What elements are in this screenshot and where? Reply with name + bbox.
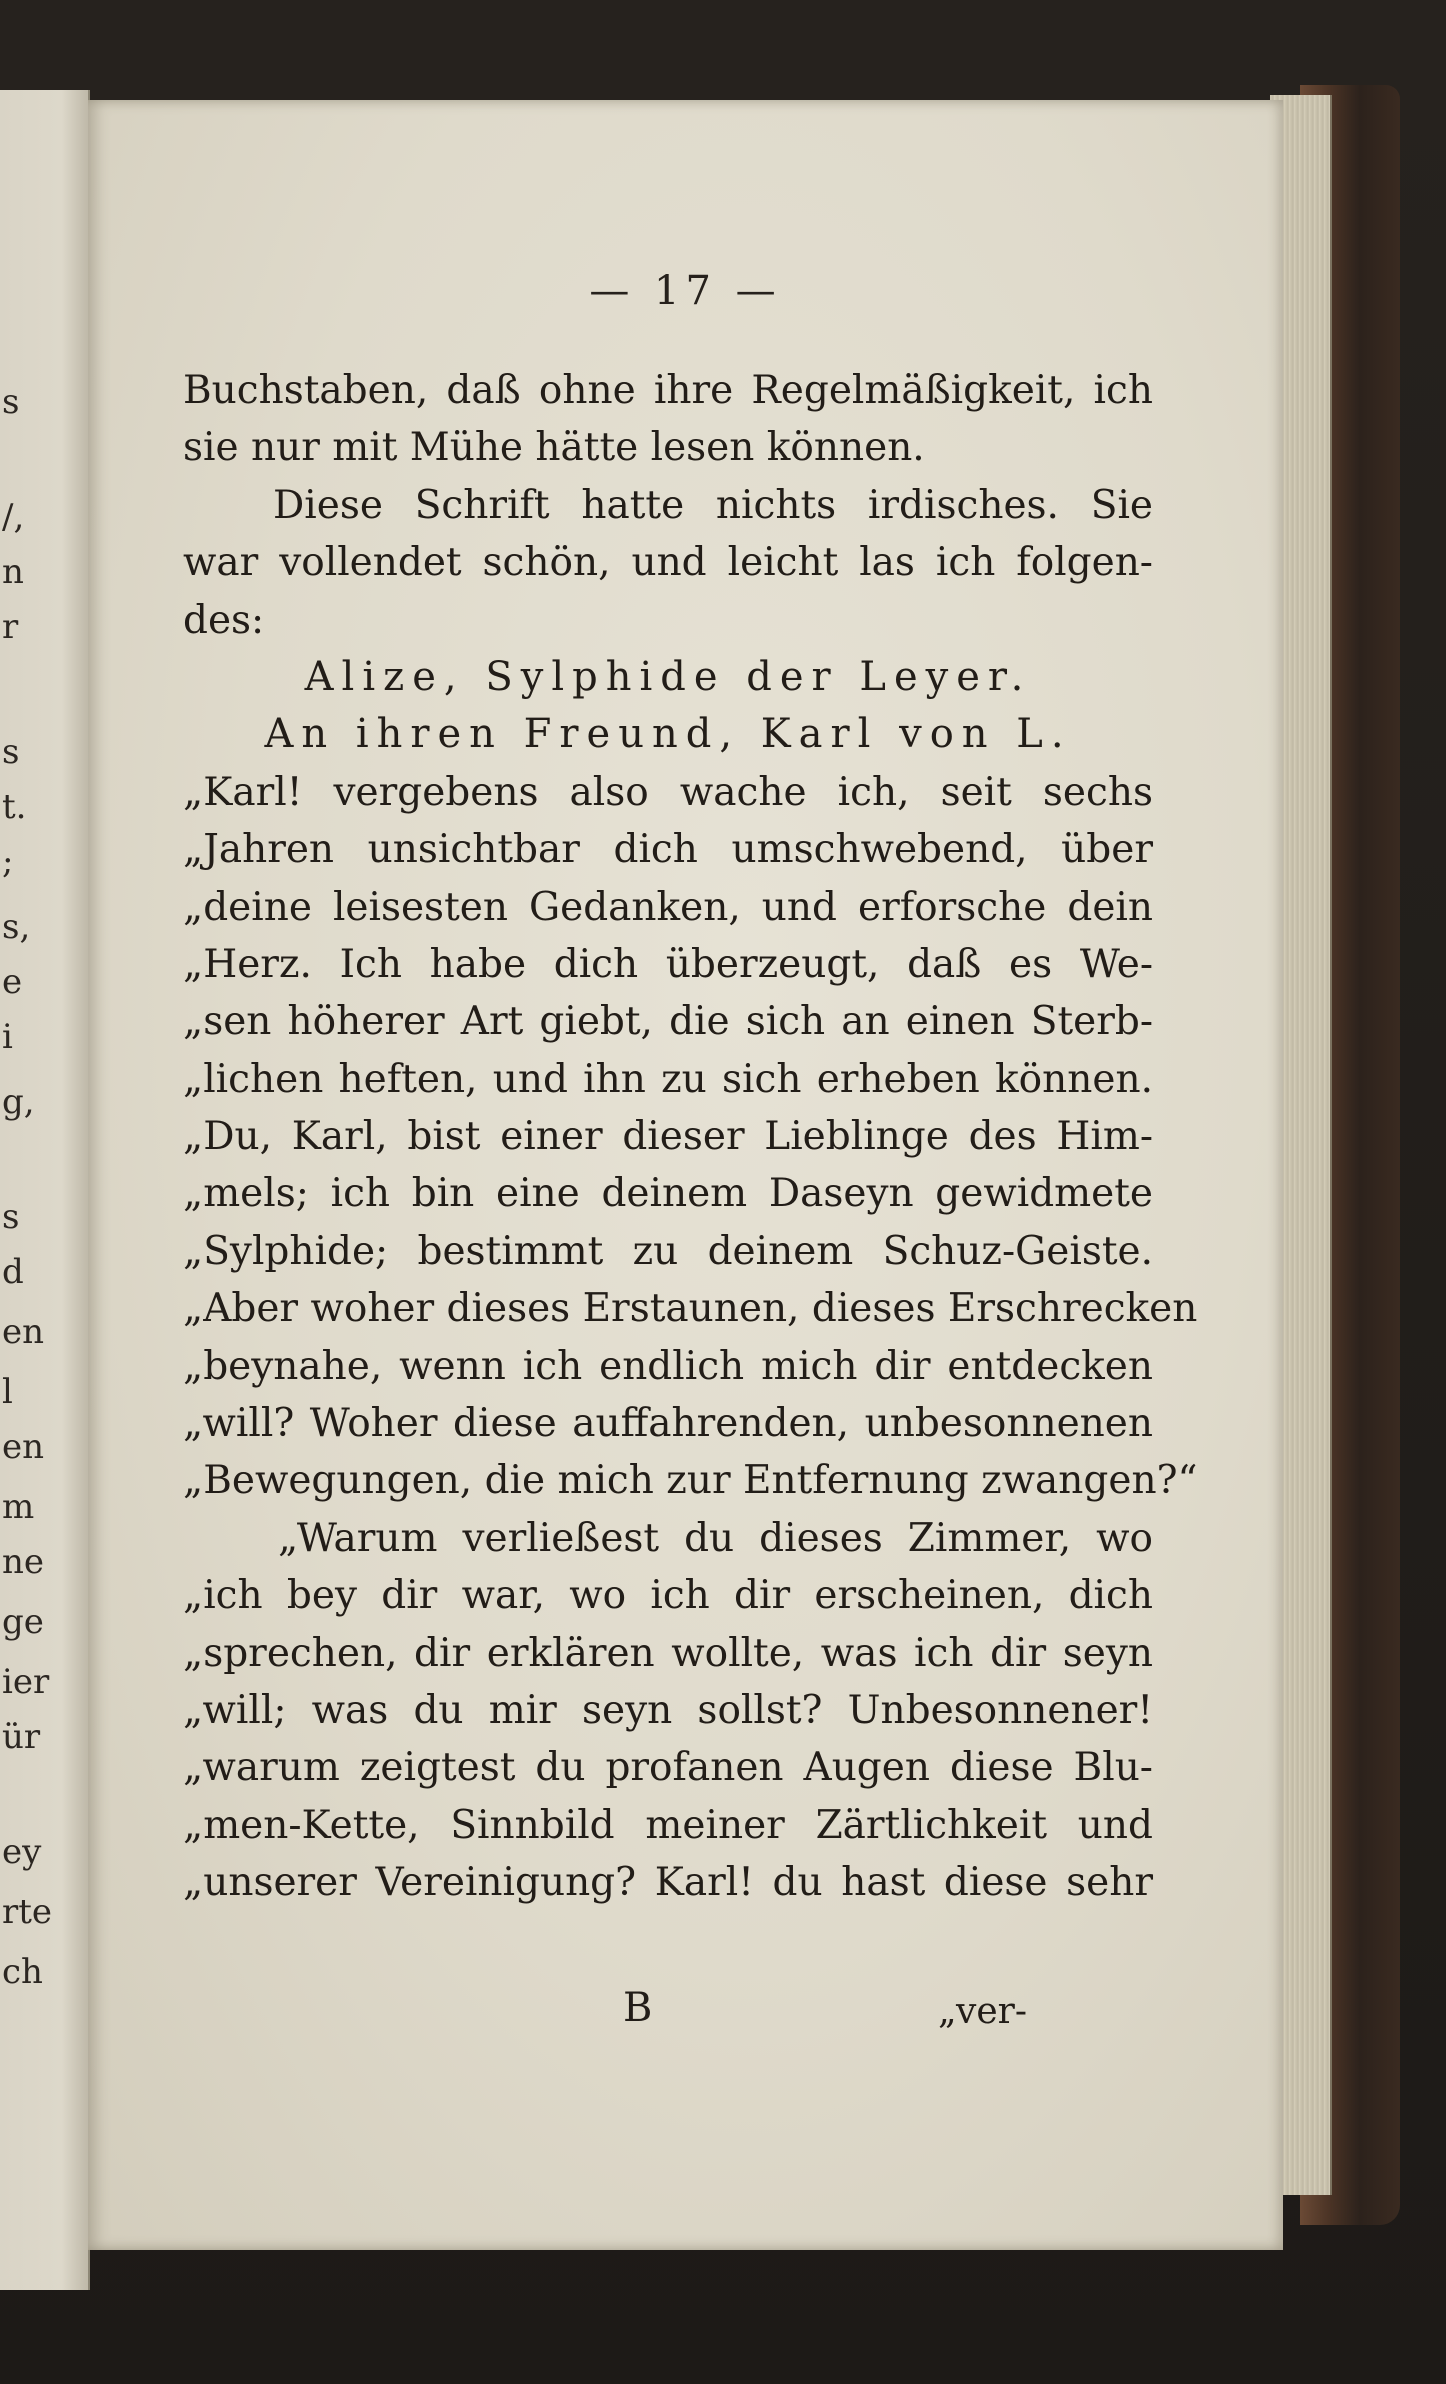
text-line: „Warum verließest du dieses Zimmer, wo	[278, 1515, 1153, 1561]
page-number: — 17 —	[589, 268, 782, 314]
previous-page-fragment: /,	[2, 497, 25, 537]
text-line: „Bewegungen, die mich zur Entfernung zwangen?“	[183, 1458, 1198, 1504]
text-line: „Jahren unsichtbar dich umschwebend, über	[183, 827, 1153, 873]
previous-page-fragment: en	[2, 1427, 45, 1467]
previous-page-fragment: ne	[2, 1542, 45, 1582]
text-line: „will; was du mir seyn sollst? Unbesonnener!	[183, 1687, 1153, 1733]
text-line: „warum zeigtest du profanen Augen diese Blu-	[183, 1745, 1153, 1791]
text-line: war vollendet schön, und leicht las ich folgen-	[183, 540, 1153, 586]
previous-page-fragment: l	[2, 1372, 13, 1412]
page-footer	[88, 1985, 1283, 2045]
text-line: „will? Woher diese auffahrenden, unbesonnenen	[183, 1401, 1153, 1447]
catchword: „ver-	[938, 1991, 1028, 2032]
previous-page-fragment: s	[2, 732, 20, 772]
text-line: „lichen heften, und ihn zu sich erheben können.	[183, 1056, 1153, 1102]
previous-page-fragment: ey	[2, 1832, 42, 1872]
page-text	[183, 362, 1198, 1912]
text-line: „Aber woher dieses Erstaunen, dieses Erschrecken	[183, 1286, 1198, 1332]
previous-page-fragment: e	[2, 962, 23, 1002]
previous-page-fragment: r	[2, 607, 19, 647]
text-line: „Sylphide; bestimmt zu deinem Schuz-Geiste.	[183, 1228, 1153, 1274]
signature-mark: B	[623, 1985, 653, 2031]
text-line: „mels; ich bin eine deinem Daseyn gewidmete	[183, 1171, 1153, 1217]
text-line: sie nur mit Mühe hätte lesen können.	[183, 425, 925, 471]
previous-page-fragment: ge	[2, 1602, 44, 1642]
text-line: „beynahe, wenn ich endlich mich dir entdecken	[183, 1343, 1153, 1389]
previous-page-fragment: t.	[2, 787, 27, 827]
previous-page-fragment: g,	[2, 1082, 35, 1122]
text-line: des:	[183, 597, 265, 643]
previous-page-fragment: ch	[2, 1952, 43, 1992]
text-line: „sprechen, dir erklären wollte, was ich dir seyn	[183, 1630, 1153, 1676]
letter-address: An ihren Freund, Karl von L.	[264, 711, 1072, 758]
text-line: „sen höherer Art giebt, die sich an einen Sterb-	[183, 999, 1153, 1045]
text-line: „men-Kette, Sinnbild meiner Zärtlichkeit und	[183, 1802, 1153, 1848]
text-line: „ich bey dir war, wo ich dir erscheinen, dich	[183, 1573, 1153, 1619]
previous-page-fragment: ier	[2, 1662, 50, 1702]
previous-page-fragment: ;	[2, 842, 14, 882]
text-line: Diese Schrift hatte nichts irdisches. Sie	[273, 482, 1153, 528]
previous-page-fragment: s	[2, 1197, 20, 1237]
text-line: „Du, Karl, bist einer dieser Lieblinge des Him-	[183, 1114, 1153, 1160]
text-line: Buchstaben, daß ohne ihre Regelmäßigkeit, ich	[183, 368, 1153, 413]
previous-page-fragment: m	[2, 1487, 35, 1527]
previous-page-fragment: en	[2, 1312, 45, 1352]
text-line: „Herz. Ich habe dich überzeugt, daß es We-	[183, 941, 1153, 987]
text-line: „unserer Vereinigung? Karl! du hast diese sehr	[183, 1860, 1153, 1906]
text-line: „Karl! vergebens also wache ich, seit sechs	[183, 769, 1153, 815]
letter-heading: Alize, Sylphide der Leyer.	[304, 653, 1032, 700]
previous-page-fragment: s	[2, 382, 20, 422]
previous-page-fragment: s,	[2, 907, 31, 947]
previous-page-fragment: rte	[2, 1892, 53, 1932]
previous-page-fragment: i	[2, 1017, 13, 1057]
previous-page-fragment: ür	[2, 1717, 41, 1757]
previous-page-fragment: d	[2, 1252, 24, 1292]
book-page	[88, 100, 1283, 2250]
text-line: „deine leisesten Gedanken, und erforsche dein	[183, 884, 1153, 930]
previous-page-fragment: n	[2, 552, 24, 592]
